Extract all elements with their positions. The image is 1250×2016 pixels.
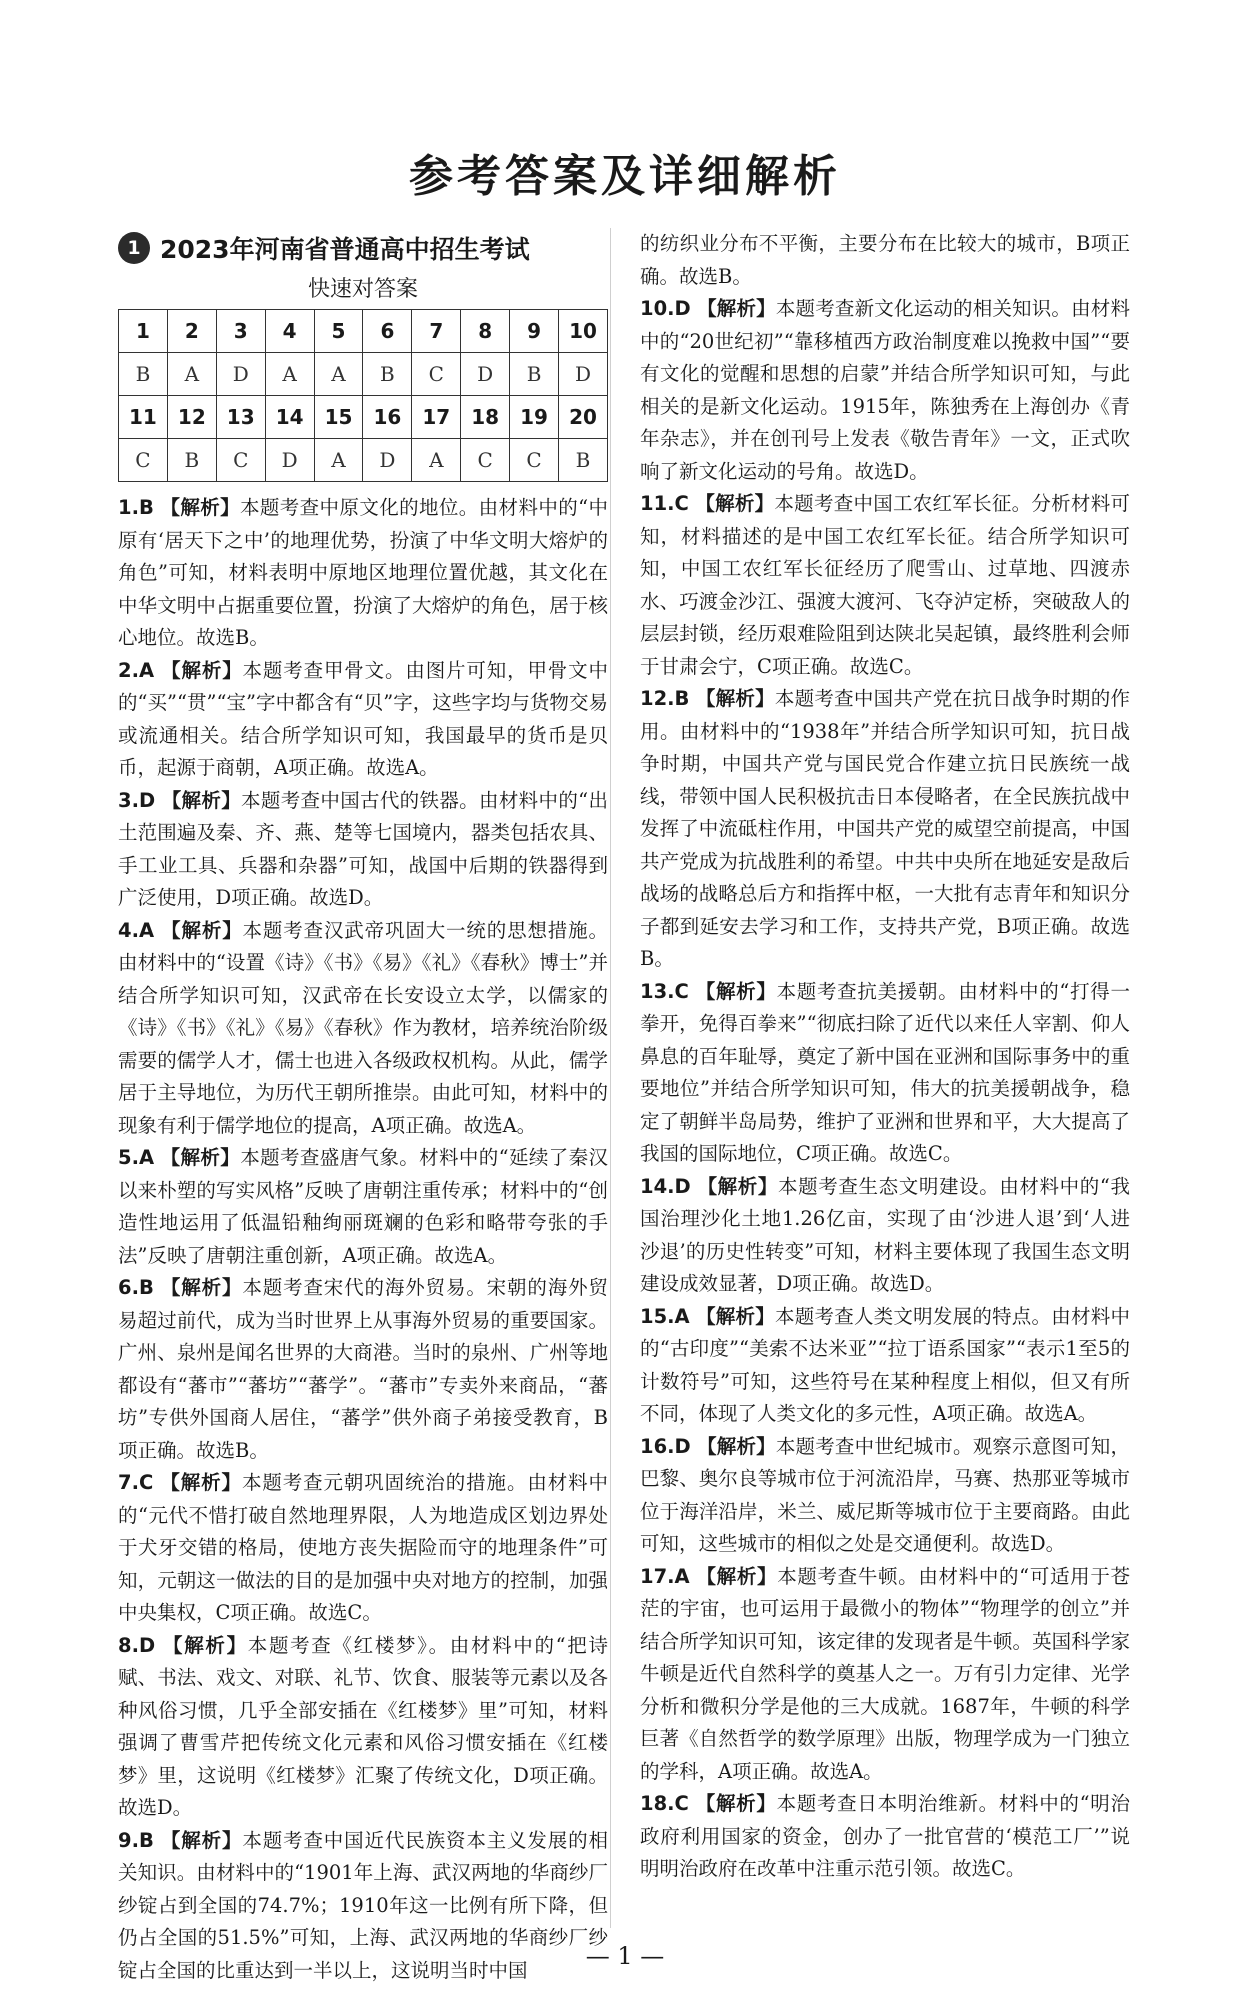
question-answer-label: 15.A: [640, 1304, 690, 1328]
question-number-cell: 19: [510, 396, 559, 439]
answer-cell: A: [314, 439, 363, 482]
answer-explanation: [118, 492, 608, 655]
answer-explanation: [118, 1630, 608, 1825]
question-answer-label: 9.B: [118, 1828, 154, 1852]
question-answer-label: 12.B: [640, 687, 690, 710]
explanation-text: 本题考查人类文明发展的特点。由材料中的“古印度”“美索不达米亚”“拉丁语系国家”“表示1至5的计数符号”可知，这些符号在某种程度上相似，但又有所不同，体现了人类文化的多元性，A项正确。故选A。: [640, 1304, 1130, 1425]
answer-explanation: [118, 1142, 608, 1272]
analysis-tag: 【解析】: [697, 1434, 776, 1458]
answer-cell: A: [265, 353, 314, 396]
question-number-cell: 7: [412, 310, 461, 353]
explanation-text: 本题考查元朝巩固统治的措施。由材料中的“元代不惜打破自然地理界限，人为地造成区划边界处于犬牙交错的格局，使地方丧失据险而守的地理条件”可知，元朝这一做法的目的是加强中央对地方的控制，加强中央集权，C项正确。故选C。: [118, 1471, 608, 1624]
answer-explanation: [640, 1431, 1130, 1561]
question-number-cell: 5: [314, 310, 363, 353]
question-answer-label: 3.D: [118, 788, 156, 812]
answer-explanation: [118, 915, 608, 1143]
left-column: [118, 228, 608, 1987]
answer-explanation: [640, 488, 1130, 683]
answer-cell: B: [510, 353, 559, 396]
question-answer-label: 4.A: [118, 918, 155, 942]
explanation-text: 本题考查中国共产党在抗日战争时期的作用。由材料中的“1938年”并结合所学知识可知，抗日战争时期，中国共产党与国民党合作建立抗日民族统一战线，带领中国人民积极抗击日本侵略者，在全民族抗战中发挥了中流砥柱作用，中国共产党的威望空前提高，中国共产党成为抗战胜利的希望。中共中央所在地延安是敌后战场的战略总后方和指挥中枢，一大批有志青年和知识分子都到延安去学习和工作，支持共产党，B项正确。故选B。: [640, 687, 1130, 970]
explanation-text: 本题考查新文化运动的相关知识。由材料中的“20世纪初”“靠移植西方政治制度难以挽救中国”“要有文化的觉醒和思想的启蒙”并结合所学知识可知，与此相关的是新文化运动。1915年，陈独秀在上海创办《青年杂志》，并在创刊号上发表《敬告青年》一文，正式吹响了新文化运动的号角。故选D。: [640, 297, 1130, 483]
question-number-cell: 3: [216, 310, 265, 353]
answer-cell: B: [119, 353, 168, 396]
answer-table-answer-row: [119, 353, 608, 396]
question-number-cell: 12: [167, 396, 216, 439]
answer-explanation: [640, 1561, 1130, 1789]
analysis-tag: 【解析】: [160, 1828, 243, 1852]
answer-explanation: [640, 976, 1130, 1171]
explanation-text: 本题考查汉武帝巩固大一统的思想措施。由材料中的“设置《诗》《书》《易》《礼》《春秋》博士”并结合所学知识可知，汉武帝在长安设立太学，以儒家的《诗》《书》《礼》《易》《春秋》作为教材，培养统治阶级需要的儒学人才，儒士也进入各级政权机构。从此，儒学居于主导地位，为历代王朝所推崇。由此可知，材料中的现象有利于儒学地位的提高，A项正确。故选A。: [118, 918, 608, 1137]
analysis-tag: 【解析】: [163, 1633, 248, 1657]
question-number-cell: 13: [216, 396, 265, 439]
answer-cell: C: [119, 439, 168, 482]
question-number-cell: 9: [510, 310, 559, 353]
explanation-text: 本题考查日本明治维新。材料中的“明治政府利用国家的资金，创办了一批官营的‘模范工厂’”说明明治政府在改革中注重示范引领。故选C。: [640, 1792, 1130, 1880]
question-number-cell: 20: [559, 396, 608, 439]
right-column: [640, 228, 1130, 1886]
answer-cell: A: [314, 353, 363, 396]
question-answer-label: 16.D: [640, 1434, 691, 1458]
question-answer-label: 1.B: [118, 496, 154, 519]
right-question-list: [640, 228, 1130, 1886]
question-number-cell: 15: [314, 396, 363, 439]
question-number-cell: 10: [559, 310, 608, 353]
answer-table-number-row: [119, 396, 608, 439]
answer-cell: D: [559, 353, 608, 396]
exam-number-badge: 1: [118, 232, 150, 264]
answer-cell: D: [216, 353, 265, 396]
explanation-text: 本题考查中国近代民族资本主义发展的相关知识。由材料中的“1901年上海、武汉两地的华商纱厂纱锭占到全国的74.7%；1910年这一比例有所下降，但仍占全国的51.5%”可知，上海、武汉两地的华商纱厂纱锭占全国的比重达到一半以上，这说明当时中国: [118, 1828, 608, 1982]
analysis-tag: 【解析】: [161, 918, 243, 942]
answer-cell: C: [216, 439, 265, 482]
answer-table-number-row: [119, 310, 608, 353]
answer-explanation: [640, 293, 1130, 488]
answer-cell: B: [559, 439, 608, 482]
answer-explanation: [640, 1171, 1130, 1301]
explanation-text: 的纺织业分布不平衡，主要分布在比较大的城市，B项正确。故选B。: [640, 232, 1130, 288]
analysis-tag: 【解析】: [161, 788, 242, 812]
explanation-text: 本题考查甲骨文。由图片可知，甲骨文中的“买”“贯”“宝”字中都含有“贝”字，这些字均与货物交易或流通相关。结合所学知识可知，我国最早的货币是贝币，起源于商朝，A项正确。故选A。: [118, 658, 608, 779]
question-number-cell: 1: [119, 310, 168, 353]
answer-table-answer-row: [119, 439, 608, 482]
answer-explanation: [118, 655, 608, 785]
explanation-text: 本题考查抗美援朝。由材料中的“打得一拳开，免得百拳来”“彻底扫除了近代以来任人宰割、仰人鼻息的百年耻辱，奠定了新中国在亚洲和国际事务中的重要地位”并结合所学知识可知，伟大的抗美援朝战争，稳定了朝鲜半岛局势，维护了亚洲和世界和平，大大提高了我国的国际地位，C项正确。故选C。: [640, 979, 1130, 1165]
answer-explanation: [118, 1272, 608, 1467]
answer-explanation: [640, 228, 1130, 293]
answer-table-caption: 快速对答案: [307, 277, 418, 302]
column-divider: [610, 228, 611, 1928]
answer-cell: D: [265, 439, 314, 482]
question-number-cell: 14: [265, 396, 314, 439]
question-number-cell: 4: [265, 310, 314, 353]
analysis-tag: 【解析】: [697, 1174, 779, 1198]
page-number: — 1 —: [585, 1942, 665, 1970]
answer-cell: A: [412, 439, 461, 482]
explanation-text: 本题考查中国古代的铁器。由材料中的“出土范围遍及秦、齐、燕、楚等七国境内，器类包括农具、手工业工具、兵器和杂器”可知，战国中后期的铁器得到广泛使用，D项正确。故选D。: [118, 788, 608, 909]
question-answer-label: 13.C: [640, 979, 689, 1003]
explanation-text: 本题考查《红楼梦》。由材料中的“把诗赋、书法、戏文、对联、礼节、饮食、服装等元素以及各种风俗习惯，几乎全部安插在《红楼梦》里”可知，材料强调了曹雪芹把传统文化元素和风俗习惯安插在《红楼梦》里，这说明《红楼梦》汇聚了传统文化，D项正确。故选D。: [118, 1633, 608, 1819]
analysis-tag: 【解析】: [161, 658, 243, 682]
question-answer-label: 18.C: [640, 1792, 689, 1815]
explanation-text: 本题考查宋代的海外贸易。宋朝的海外贸易超过前代，成为当时世界上从事海外贸易的重要国家。广州、泉州是闻名世界的大商港。当时的泉州、广州等地都设有“蕃市”“蕃坊”“蕃学”。“蕃市”专卖外来商品，“蕃坊”专供外国商人居住，“蕃学”供外商子弟接受教育，B项正确。故选B。: [118, 1276, 608, 1462]
question-answer-label: 8.D: [118, 1633, 156, 1657]
explanation-text: 本题考查中原文化的地位。由材料中的“中原有‘居天下之中’的地理优势，扮演了中华文明大熔炉的角色”可知，材料表明中原地区地理位置优越，其文化在中华文明中占据重要位置，扮演了大熔炉的角色，居于核心地位。故选B。: [118, 496, 608, 649]
analysis-tag: 【解析】: [160, 496, 240, 519]
question-answer-label: 11.C: [640, 492, 689, 515]
analysis-tag: 【解析】: [695, 492, 775, 515]
question-answer-label: 10.D: [640, 297, 691, 320]
explanation-text: 本题考查盛唐气象。材料中的“延续了秦汉以来朴塑的写实风格”反映了唐朝注重传承；材料中的“创造性地运用了低温铅釉绚丽斑斓的色彩和略带夸张的手法”反映了唐朝注重创新，A项正确。故选A。: [118, 1146, 608, 1267]
answer-explanation: [640, 683, 1130, 976]
answer-table: [118, 309, 608, 482]
explanation-text: 本题考查中国工农红军长征。分析材料可知，材料描述的是中国工农红军长征。结合所学知识可知，中国工农红军长征经历了爬雪山、过草地、四渡赤水、巧渡金沙江、强渡大渡河、飞夺泸定桥，突破敌人的层层封锁，经历艰难险阻到达陕北吴起镇，最终胜利会师于甘肃会宁，C项正确。故选C。: [640, 492, 1130, 678]
exam-header: [118, 228, 608, 268]
answer-explanation: [640, 1301, 1130, 1431]
question-number-cell: 6: [363, 310, 412, 353]
answer-explanation: [118, 785, 608, 915]
answer-cell: C: [510, 439, 559, 482]
question-number-cell: 2: [167, 310, 216, 353]
explanation-text: 本题考查生态文明建设。由材料中的“我国治理沙化土地1.26亿亩，实现了由‘沙进人退’到‘人进沙退’的历史性转变”可知，材料主要体现了我国生态文明建设成效显著，D项正确。故选D。: [640, 1174, 1130, 1295]
page-title: 参考答案及详细解析: [409, 151, 841, 202]
analysis-tag: 【解析】: [695, 979, 777, 1003]
explanation-text: 本题考查中世纪城市。观察示意图可知，巴黎、奥尔良等城市位于河流沿岸，马赛、热那亚等城市位于海洋沿岸，米兰、威尼斯等城市位于主要商路。由此可知，这些城市的相似之处是交通便利。故选D。: [640, 1434, 1130, 1555]
answer-cell: C: [461, 439, 510, 482]
question-answer-label: 5.A: [118, 1146, 155, 1169]
question-answer-label: 7.C: [118, 1471, 154, 1494]
answer-cell: A: [167, 353, 216, 396]
answer-cell: B: [363, 353, 412, 396]
question-answer-label: 2.A: [118, 658, 155, 682]
analysis-tag: 【解析】: [695, 687, 775, 710]
answer-cell: D: [461, 353, 510, 396]
analysis-tag: 【解析】: [697, 297, 776, 320]
question-answer-label: 14.D: [640, 1174, 691, 1198]
left-question-list: [118, 492, 608, 1987]
analysis-tag: 【解析】: [160, 1146, 241, 1169]
question-number-cell: 16: [363, 396, 412, 439]
question-number-cell: 11: [119, 396, 168, 439]
analysis-tag: 【解析】: [695, 1792, 777, 1815]
answer-explanation: [640, 1788, 1130, 1886]
exam-title: 2023年河南省普通高中招生考试: [160, 235, 530, 264]
analysis-tag: 【解析】: [160, 1471, 242, 1494]
answer-explanation: [118, 1467, 608, 1630]
question-answer-label: 6.B: [118, 1276, 154, 1299]
analysis-tag: 【解析】: [696, 1304, 776, 1328]
question-number-cell: 18: [461, 396, 510, 439]
analysis-tag: 【解析】: [696, 1564, 778, 1588]
answer-cell: C: [412, 353, 461, 396]
answer-cell: B: [167, 439, 216, 482]
analysis-tag: 【解析】: [160, 1276, 243, 1299]
question-number-cell: 8: [461, 310, 510, 353]
question-answer-label: 17.A: [640, 1564, 690, 1588]
explanation-text: 本题考查牛顿。由材料中的“可适用于苍茫的宇宙，也可运用于最微小的物体”“物理学的创立”并结合所学知识可知，该定律的发现者是牛顿。英国科学家牛顿是近代自然科学的奠基人之一。万有引力定律、光学分析和微积分学是他的三大成就。1687年，牛顿的科学巨著《自然哲学的数学原理》出版，物理学成为一门独立的学科，A项正确。故选A。: [640, 1564, 1130, 1783]
answer-cell: D: [363, 439, 412, 482]
question-number-cell: 17: [412, 396, 461, 439]
